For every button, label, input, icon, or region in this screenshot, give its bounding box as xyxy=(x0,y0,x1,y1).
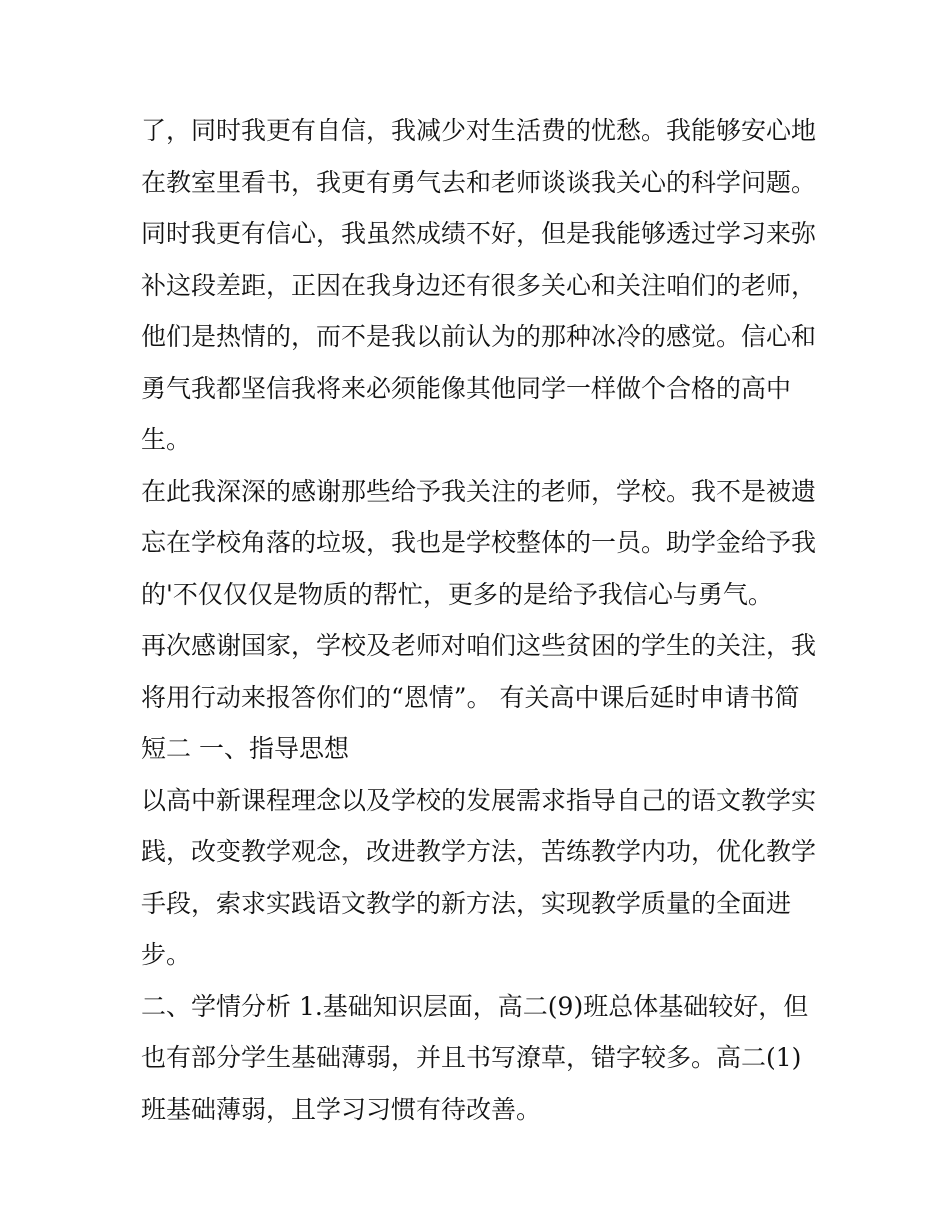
text-line: 短二 一、指导思想 xyxy=(141,734,349,763)
text-line: 补这段差距，正因在我身边还有很多关心和关注咱们的老师， xyxy=(141,270,817,300)
text-line: 他们是热情的，而不是我以前认为的那种冰冷的感觉。信心和 xyxy=(141,322,817,351)
text-line: 班基础薄弱，且学习习惯有待改善。 xyxy=(141,1094,542,1124)
text-line: 将用行动来报答你们的“恩情”。 有关高中课后延时申请书简 xyxy=(141,682,800,712)
text-line: 在此我深深的感谢那些给予我关注的老师，学校。我不是被遗 xyxy=(141,476,817,506)
text-line: 步。 xyxy=(141,940,192,969)
text-line: 以高中新课程理念以及学校的发展需求指导自己的语文教学实 xyxy=(141,785,817,815)
text-line: 再次感谢国家，学校及老师对咱们这些贫困的学生的关注，我 xyxy=(141,631,817,660)
text-line: 勇气我都坚信我将来必须能像其他同学一样做个合格的高中 xyxy=(141,373,792,403)
text-line: 生。 xyxy=(141,425,192,454)
text-line: 了，同时我更有自信，我减少对生活费的忧愁。我能够安心地 xyxy=(141,116,817,145)
text-line: 践，改变教学观念，改进教学方法，苦练教学内功，优化教学 xyxy=(141,837,817,866)
document-body xyxy=(141,105,821,1135)
text-line: 同时我更有信心，我虽然成绩不好，但是我能够透过学习来弥 xyxy=(141,219,817,248)
text-line: 二、学情分析 1.基础知识层面，高二(9)班总体基础较好，但 xyxy=(141,991,809,1021)
text-line: 也有部分学生基础薄弱，并且书写潦草，错字较多。高二(1) xyxy=(141,1043,802,1072)
text-line: 忘在学校角落的垃圾，我也是学校整体的一员。助学金给予我 xyxy=(141,528,817,557)
text-line: 的'不仅仅仅是物质的帮忙，更多的是给予我信心与勇气。 xyxy=(141,579,773,609)
text-line: 手段，索求实践语文教学的新方法，实现教学质量的全面进 xyxy=(141,888,792,918)
text-line: 在教室里看书，我更有勇气去和老师谈谈我关心的科学问题。 xyxy=(141,167,817,197)
